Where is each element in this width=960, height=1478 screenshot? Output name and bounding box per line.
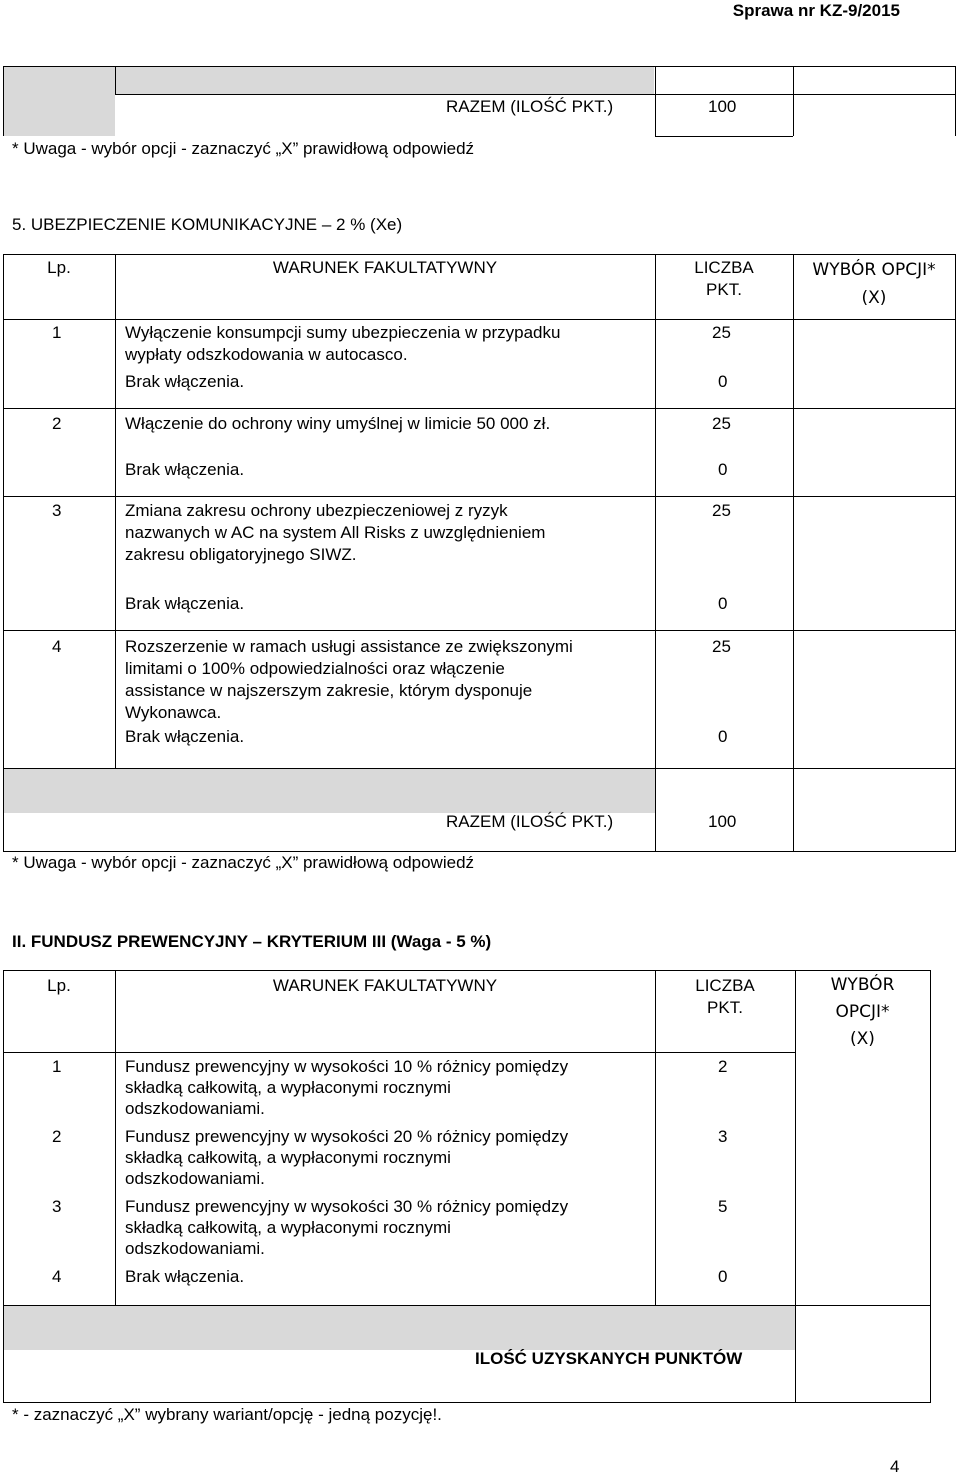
total-points-label: ILOŚĆ UZYSKANYCH PUNKTÓW	[475, 1349, 743, 1368]
col-wybor-opcji: WYBÓR OPCJI* (X)	[812, 260, 936, 308]
row-lp: 2	[52, 1127, 62, 1146]
row-points: 25	[712, 637, 731, 656]
row-points: 25	[712, 501, 731, 520]
row-text: Rozszerzenie w ramach usługi assistance ze zwiększonymi limitami o 100% odpowiedzialności oraz włączenie assistance w najszerszym zakresie, którym dysponuje Wykonawca.	[125, 637, 573, 722]
row-text: Włączenie do ochrony winy umyślnej w limicie 50 000 zł.	[125, 414, 551, 433]
row-alt-text: Brak włączenia.	[125, 727, 245, 746]
section-title: II. FUNDUSZ PREWENCYJNY – KRYTERIUM III (Waga - 5 %)	[12, 932, 492, 951]
document-reference: Sprawa nr KZ-9/2015	[732, 1, 900, 20]
shaded-cell	[4, 769, 655, 813]
row-points: 25	[712, 323, 731, 342]
col-liczba-pkt: LICZBA PKT.	[695, 976, 755, 1017]
col-lp: Lp.	[47, 258, 71, 277]
option-select-cell[interactable]	[797, 1194, 929, 1262]
row-points: 5	[718, 1197, 728, 1216]
row-alt-points: 0	[718, 460, 728, 479]
option-select-cell[interactable]	[797, 1124, 929, 1192]
option-select-cell[interactable]	[797, 1054, 929, 1122]
page-number: 4	[890, 1457, 900, 1476]
row-lp: 3	[52, 1197, 62, 1216]
row-points: 0	[718, 1267, 728, 1286]
section-title: 5. UBEZPIECZENIE KOMUNIKACYJNE – 2 % (Xe)	[12, 215, 403, 234]
row-lp: 2	[52, 414, 62, 433]
row-lp: 4	[52, 637, 62, 656]
col-wybor-opcji: WYBÓR OPCJI* (X)	[830, 975, 895, 1049]
option-select-cell[interactable]	[795, 632, 953, 766]
option-select-cell[interactable]	[795, 498, 953, 628]
shaded-cell	[4, 1306, 795, 1350]
col-liczba-pkt: LICZBA PKT.	[694, 258, 754, 299]
row-text: Fundusz prewencyjny w wysokości 20 % różnicy pomiędzy składką całkowitą, a wypłaconymi rocznymi odszkodowaniami.	[125, 1127, 569, 1188]
row-lp: 3	[52, 501, 62, 520]
shaded-cell	[4, 67, 115, 136]
selection-note: * Uwaga - wybór opcji - zaznaczyć „X” prawidłową odpowiedź	[12, 139, 475, 158]
option-select-cell[interactable]	[795, 410, 953, 494]
shaded-cell	[116, 67, 654, 94]
row-text: Zmiana zakresu ochrony ubezpieczeniowej z ryzyk nazwanych w AC na system All Risks z uwzględnieniem zakresu obligatoryjnego SIWZ.	[125, 501, 546, 564]
row-alt-text: Brak włączenia.	[125, 594, 245, 613]
selection-note: * Uwaga - wybór opcji - zaznaczyć „X” prawidłową odpowiedź	[12, 853, 475, 872]
row-alt-text: Brak włączenia.	[125, 372, 245, 391]
row-alt-points: 0	[718, 727, 728, 746]
row-lp: 4	[52, 1267, 62, 1286]
option-select-cell[interactable]	[797, 1264, 929, 1303]
row-text: Brak włączenia.	[125, 1267, 245, 1286]
option-select-cell[interactable]	[795, 321, 953, 406]
razem-value: 100	[708, 97, 737, 116]
col-lp: Lp.	[47, 976, 71, 995]
row-text: Fundusz prewencyjny w wysokości 30 % różnicy pomiędzy składką całkowitą, a wypłaconymi rocznymi odszkodowaniami.	[125, 1197, 569, 1258]
row-lp: 1	[52, 323, 62, 342]
row-alt-points: 0	[718, 594, 728, 613]
row-points: 3	[718, 1127, 728, 1146]
total-points-cell[interactable]	[797, 1307, 929, 1401]
razem-label: RAZEM (ILOŚĆ PKT.)	[446, 97, 614, 116]
col-warunek: WARUNEK FAKULTATYWNY	[272, 976, 498, 995]
row-text: Fundusz prewencyjny w wysokości 10 % różnicy pomiędzy składką całkowitą, a wypłaconymi rocznymi odszkodowaniami.	[125, 1057, 569, 1118]
row-points: 25	[712, 414, 731, 433]
col-warunek: WARUNEK FAKULTATYWNY	[272, 258, 498, 277]
selection-note: * - zaznaczyć „X” wybrany wariant/opcję - jedną pozycję!.	[12, 1405, 442, 1424]
row-alt-text: Brak włączenia.	[125, 460, 245, 479]
row-alt-points: 0	[718, 372, 728, 391]
row-points: 2	[718, 1057, 728, 1076]
row-lp: 1	[52, 1057, 62, 1076]
razem-label: RAZEM (ILOŚĆ PKT.)	[446, 812, 614, 831]
row-text: Wyłączenie konsumpcji sumy ubezpieczenia w przypadku wypłaty odszkodowania w autocasco.	[125, 323, 561, 364]
razem-value: 100	[708, 812, 737, 831]
